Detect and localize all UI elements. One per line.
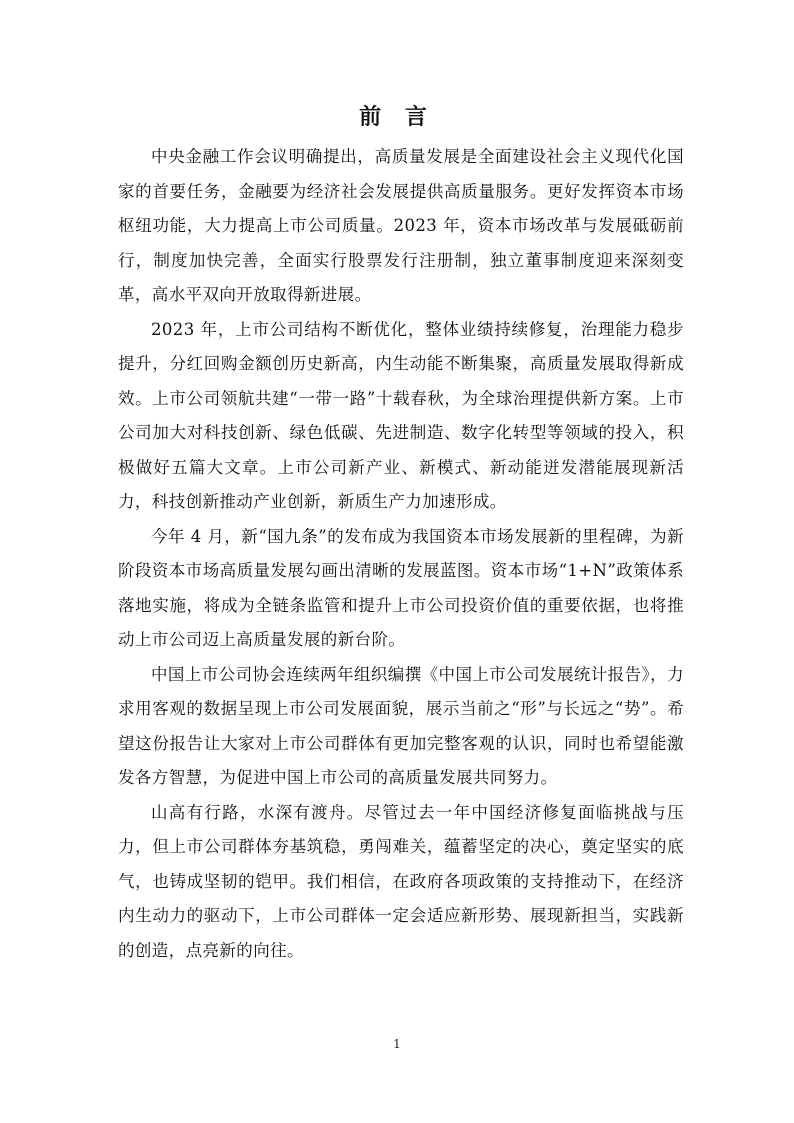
page-number: 1	[393, 1037, 401, 1051]
paragraph: 中央金融工作会议明确提出，高质量发展是全面建设社会主义现代化国家的首要任务，金融要为经济社会发展提供高质量服务。更好发挥资本市场枢纽功能，大力提高上市公司质量。2023 年，资本市场改革与发展砥砺前行，制度加快完善，全面实行股票发行注册制，独立董事制度迎来深刻变革，高水平双向开放取得新进展。	[118, 147, 684, 304]
page-title: 前 言	[359, 104, 435, 130]
paragraph: 今年 4 月，新“国九条”的发布成为我国资本市场发展新的里程碑，为新阶段资本市场高质量发展勾画出清晰的发展蓝图。资本市场“1+N”政策体系落地实施，将成为全链条监管和提升上市公司投资价值的重要依据，也将推动上市公司迈上高质量发展的新台阶。	[118, 526, 684, 649]
paragraph: 山高有行路，水深有渡舟。尽管过去一年中国经济修复面临挑战与压力，但上市公司群体夯基筑稳，勇闯难关，蕴蓄坚定的决心，奠定坚实的底气，也铸成坚韧的铠甲。我们相信，在政府各项政策的支持推动下，在经济内生动力的驱动下，上市公司群体一定会适应新形势、展现新担当，实践新的创造，点亮新的向往。	[118, 802, 684, 960]
paragraph: 2023 年，上市公司结构不断优化，整体业绩持续修复，治理能力稳步提升，分红回购金额创历史新高，内生动能不断集聚，高质量发展取得新成效。上市公司领航共建“一带一路”十载春秋，为全球治理提供新方案。上市公司加大对科技创新、绿色低碳、先进制造、数字化转型等领域的投入，积极做好五篇大文章。上市公司新产业、新模式、新动能迸发潜能展现新活力，科技创新推动产业创新，新质生产力加速形成。	[118, 319, 684, 511]
document-body	[118, 140, 684, 968]
paragraph: 中国上市公司协会连续两年组织编撰《中国上市公司发展统计报告》，力求用客观的数据呈现上市公司发展面貌，展示当前之“形”与长远之“势”。希望这份报告让大家对上市公司群体有更加完整客观的认识，同时也希望能激发各方智慧，为促进中国上市公司的高质量发展共同努力。	[118, 664, 684, 787]
